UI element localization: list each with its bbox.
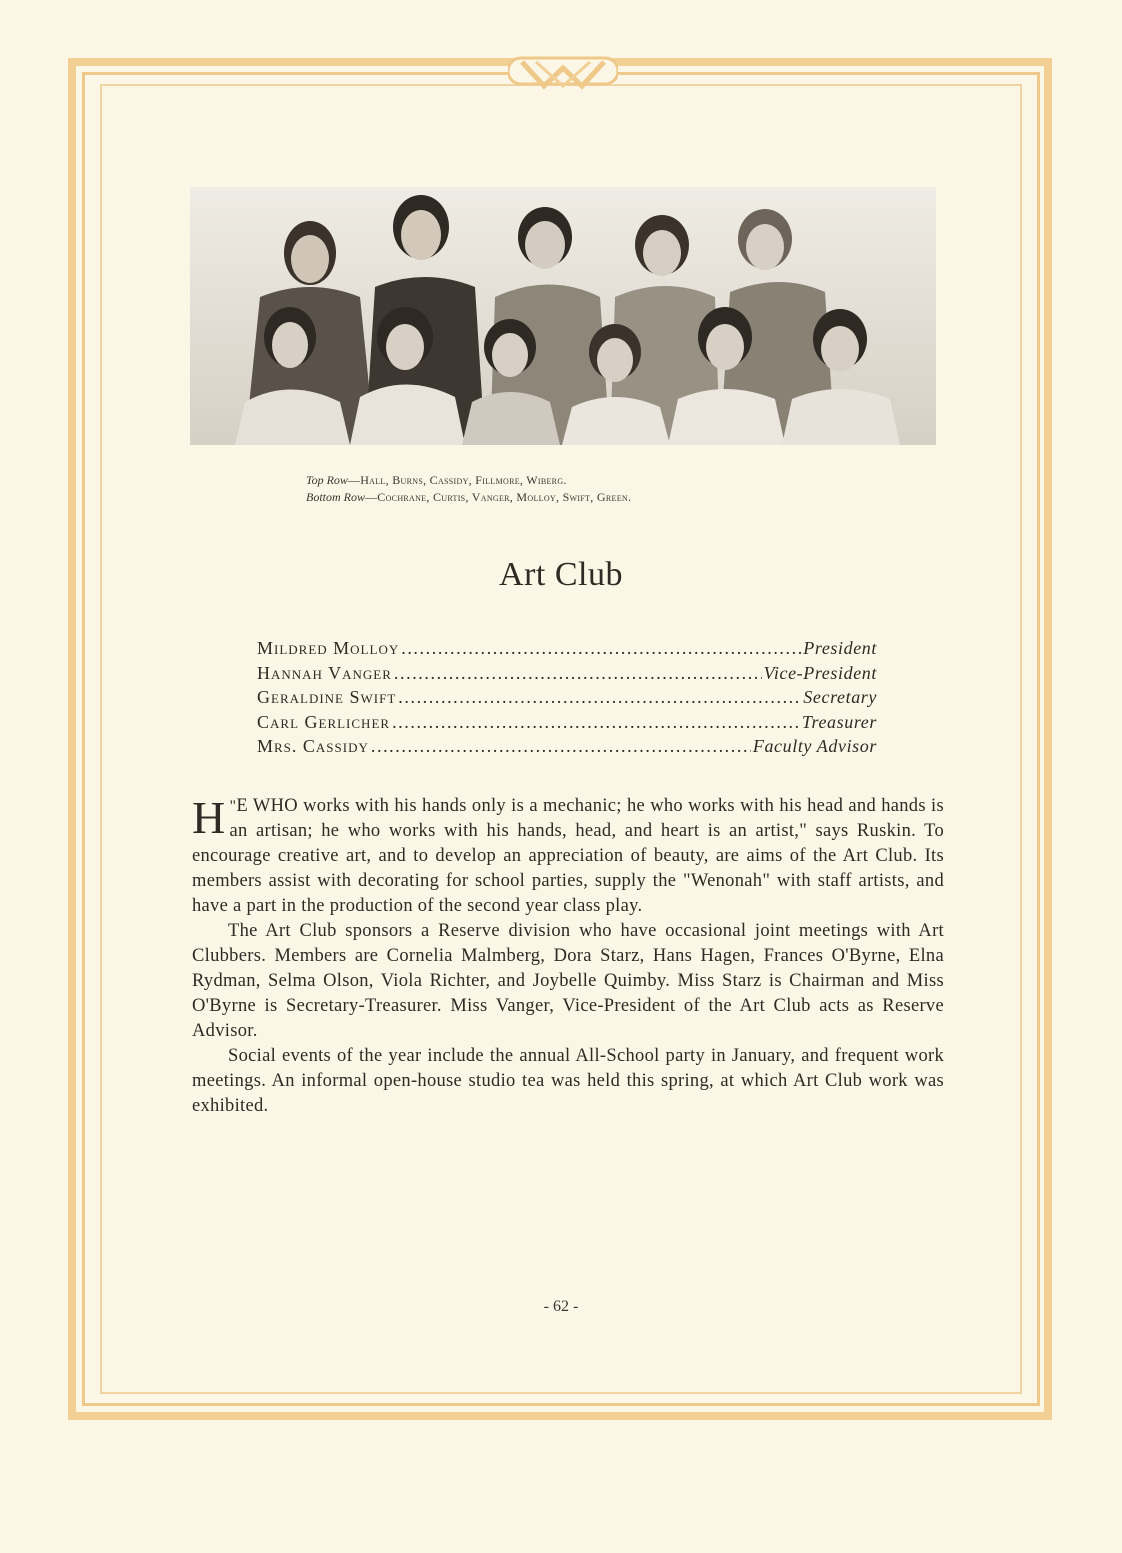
leader-dots: [371, 734, 751, 759]
officer-row: [257, 685, 877, 710]
officer-title: Faculty Advisor: [752, 736, 877, 756]
officer-row: [257, 661, 877, 686]
officer-row: [257, 636, 877, 661]
caption-top-label: Top Row: [306, 473, 348, 487]
monogram-ornament: [508, 48, 618, 94]
caption-bottom-row: [306, 489, 866, 506]
leader-dots: [392, 710, 800, 735]
officer-name: Carl Gerlicher: [257, 711, 391, 732]
paragraph-3: Social events of the year include the annual All-School party in January, and frequent work meetings. An informal open-house studio tea was held this spring, at which Art Club work was exhibited.: [192, 1046, 944, 1116]
caption-top-names: —Hall, Burns, Cassidy, Fillmore, Wiberg.: [347, 473, 567, 487]
officer-title: Treasurer: [801, 711, 877, 732]
officer-name: Mildred Molloy: [257, 638, 400, 658]
officer-title: President: [803, 638, 877, 658]
officer-row: [257, 710, 877, 735]
paragraph-1-lead: E WHO: [236, 796, 298, 816]
officer-name: Geraldine Swift: [257, 687, 397, 707]
drop-cap: H: [192, 792, 226, 843]
article-body: [192, 794, 944, 1119]
photo-caption: [306, 472, 866, 506]
page-title: Art Club: [499, 556, 623, 593]
caption-bottom-label: Bottom Row: [306, 490, 365, 504]
leader-dots: [394, 661, 762, 686]
officer-list: [257, 636, 877, 759]
group-photo: [190, 187, 936, 445]
officer-title: Vice-President: [763, 662, 877, 683]
officer-title: Secretary: [803, 687, 877, 707]
page-number: - 62 -: [543, 1298, 579, 1315]
leader-dots: [398, 685, 801, 710]
leader-dots: [401, 636, 801, 661]
paragraph-2: The Art Club sponsors a Reserve division who have occasional joint meetings with Art Clubbers. Members are Cornelia Malmberg, Dora Starz, Hans Hagen, Frances O'Byrne, Elna Rydman, Selma Olson, Viola Richter, and Joybelle Quimby. Miss Starz is Chairman and Miss O'Byrne is Secretary-Treasurer. Miss Vanger, Vice-President of the Art Club acts as Reserve Advisor.: [192, 921, 944, 1041]
paragraph-1: [192, 794, 944, 919]
officer-name: Hannah Vanger: [257, 662, 392, 683]
officer-row: [257, 734, 877, 759]
paragraph-1-text: works with his hands only is a mechanic; he who works with his head and hands is an artisan; he who works with his hands, head, and heart is an artist," says Ruskin. To encourage creative art, and to develop an appreciation of beauty, are aims of the Art Club. Its members assist with decorating for school parties, supply the "Wenonah" with staff artists, and have a part in the production of the second year class play.: [192, 796, 944, 916]
caption-top-row: [306, 472, 866, 489]
officer-name: Mrs. Cassidy: [257, 736, 369, 756]
caption-bottom-names: —Cochrane, Curtis, Vanger, Molloy, Swift, Green.: [365, 490, 632, 504]
opening-quote: ": [229, 798, 237, 815]
